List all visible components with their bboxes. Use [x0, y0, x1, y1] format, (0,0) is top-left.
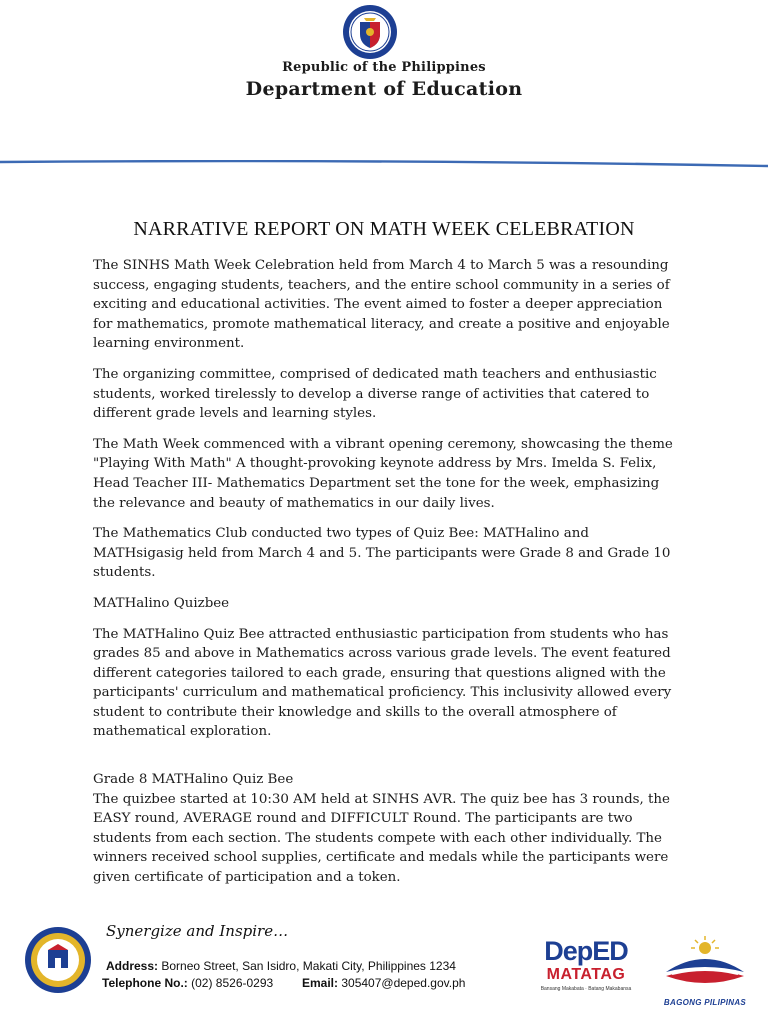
bagong-pilipinas-icon — [658, 934, 752, 998]
bagong-pilipinas-logo — [658, 934, 752, 1010]
matatag-subtext: Bansang Makabata · Batang Makabansa — [540, 986, 632, 992]
footer-tagline: Synergize and Inspire… — [106, 922, 289, 940]
deped-seal-icon — [342, 4, 398, 60]
matatag-logo-text: MATATAG — [546, 966, 626, 983]
email-value: 305407@deped.gov.ph — [341, 976, 466, 990]
paragraph-quiz-bee: The Mathematics Club conducted two types of Quiz Bee: MATHalino and MATHsigasig held from March 4 and 5. The participants were Grade 8 and Grade 10 students. — [93, 526, 671, 581]
department-heading: Department of Education — [245, 78, 523, 100]
report-title: NARRATIVE REPORT ON MATH WEEK CELEBRATION — [133, 218, 635, 240]
telephone-value: (02) 8526-0293 — [191, 976, 274, 990]
school-seal-icon — [24, 926, 92, 994]
paragraph-opening: The Math Week commenced with a vibrant opening ceremony, showcasing the theme "Playing With Math" A thought-provoking keynote address by Mrs. Imelda S. Felix, Head Teacher III- Mathematics Department set the tone for the week, emphasizing the relevance and beauty of mathematics in our daily lives. — [93, 436, 673, 511]
deped-logo-text: DepED — [544, 936, 628, 966]
address-value: Borneo Street, San Isidro, Makati City, Philippines 1234 — [161, 959, 456, 973]
footer-telephone — [102, 976, 273, 990]
paragraph-grade8: The quizbee started at 10:30 AM held at SINHS AVR. The quiz bee has 3 rounds, the EASY round, AVERAGE round and DIFFICULT Round. The participants are two students from each section. The students compete with each other individually. The winners received school supplies, certificate and medals while the participants were given certificate of participation and a token. — [93, 791, 670, 886]
header-divider — [0, 160, 768, 168]
telephone-label: Telephone No.: — [102, 976, 188, 990]
bagong-pilipinas-text: BAGONG PILIPINAS — [663, 998, 747, 1007]
email-label: Email: — [302, 976, 339, 990]
spacer — [93, 753, 683, 770]
subheading-grade8: Grade 8 MATHalino Quiz Bee — [93, 772, 294, 788]
paragraph-mathalino: The MATHalino Quiz Bee attracted enthusiastic participation from students who has grades 85 and above in Mathematics across various grade levels. The event featured different categories tailored to each grade, ensuring that questions aligned with the participants' curriculum and mathematical proficiency. This inclusivity allowed every student to contribute their knowledge and skills to the overall atmosphere of mathematical exploration. — [93, 626, 672, 740]
paragraph-intro: The SINHS Math Week Celebration held from March 4 to March 5 was a resounding success, engaging students, teachers, and the entire school community in a series of exciting and educational activities. The event aimed to foster a deeper appreciation for mathematics, promote mathematical literacy, and create a positive and enjoyable learning environment. — [93, 258, 670, 352]
deped-matatag-logo — [532, 936, 640, 1006]
letterhead-footer — [0, 910, 768, 1024]
report-body — [93, 256, 683, 899]
subheading-mathalino: MATHalino Quizbee — [93, 595, 230, 611]
paragraph-committee: The organizing committee, comprised of dedicated math teachers and enthusiastic students, worked tirelessly to develop a diverse range of activities that catered to different grade levels and learning styles. — [93, 366, 657, 422]
republic-heading: Republic of the Philippines — [282, 60, 486, 75]
letterhead — [0, 0, 768, 170]
footer-address — [106, 959, 456, 973]
footer-email — [302, 976, 465, 990]
address-label: Address: — [106, 959, 159, 973]
